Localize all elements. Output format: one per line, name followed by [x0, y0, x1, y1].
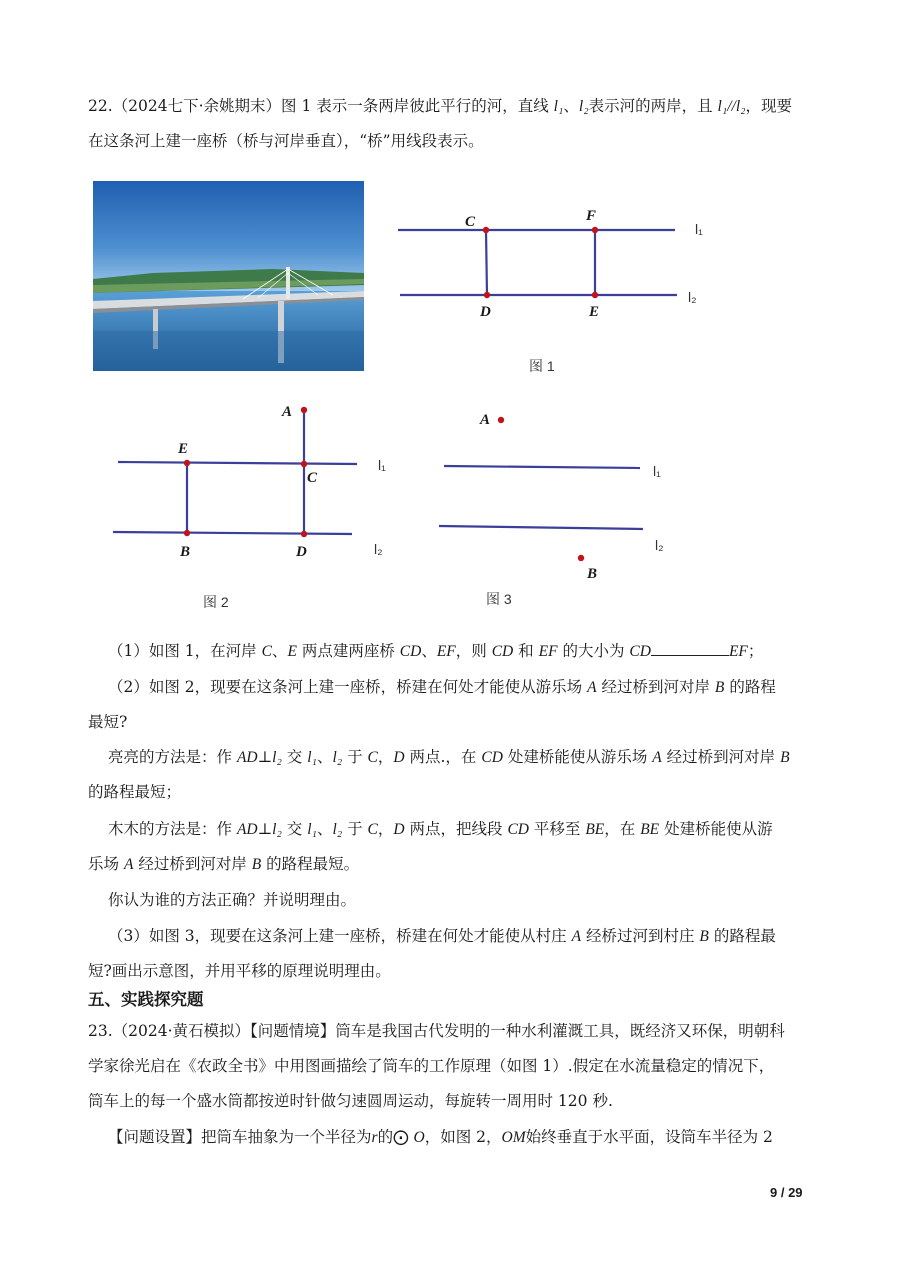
fig3-line-l1 — [444, 466, 640, 468]
fig2-point-a — [301, 407, 307, 413]
sub3-line2: 短?画出示意图，并用平移的原理说明理由。 — [88, 962, 391, 980]
fig1-label-f: F — [586, 208, 597, 224]
fig1-point-d — [484, 292, 490, 298]
q23-line1: 23.（2024·黄石模拟）【问题情境】筒车是我国古代发明的一种水利灌溉工具，既经济又环保，明朝科 — [88, 1022, 785, 1040]
fig1-caption: 图 1 — [529, 358, 555, 374]
fig3-label-l1: l₁ — [653, 463, 661, 479]
q22-line2: 在这条河上建一座桥（桥与河岸垂直），“桥”用线段表示。 — [88, 132, 484, 150]
fig3-point-b — [578, 555, 584, 561]
fig1-label-l2: l₂ — [688, 289, 697, 305]
sub2-line2: 最短? — [88, 713, 128, 731]
sub3-line1: （3）如图 3，现要在这条河上建一座桥，桥建在何处才能使从村庄 A 经桥过河到村庄 B 的路程最 — [108, 927, 776, 945]
fig2-line-l1 — [118, 462, 357, 464]
answer-blank[interactable] — [651, 641, 729, 656]
fig3-line-l2 — [439, 526, 643, 529]
q23-line4: 【问题设置】把筒车抽象为一个半径为r的⨀ O，如图 2，OM始终垂直于水平面，设筒车半径为 2 — [108, 1128, 773, 1146]
fig1-bridge-cd — [486, 230, 487, 295]
q22-line1: 22.（2024七下·余姚期末）图 1 表示一条两岸彼此平行的河，直线 l₁、l₂表示河的两岸，且 l₁//l₂，现要 — [88, 97, 793, 115]
fig1-point-f — [592, 227, 598, 233]
fig2-label-l1: l₁ — [378, 457, 386, 473]
liang-line1: 亮亮的方法是：作 AD⊥l₂ 交 l₁、l₂ 于 C，D 两点.，在 CD 处建桥能使从游乐场 A 经过桥到河对岸 B — [108, 748, 790, 766]
mumu-line1: 木木的方法是：作 AD⊥l₂ 交 l₁、l₂ 于 C，D 两点，把线段 CD 平移至 BE，在 BE 处建桥能使从游 — [108, 820, 773, 838]
fig1-label-l1: l₁ — [695, 221, 703, 237]
q23-line2: 学家徐光启在《农政全书》中用图画描绘了筒车的工作原理（如图 1）.假定在水流量稳定的情况下， — [88, 1057, 775, 1075]
fig2-point-e — [184, 460, 190, 466]
fig2-label-l2: l₂ — [374, 541, 383, 557]
fig1-label-c: C — [465, 214, 476, 230]
section-title: 五、实践探究题 — [88, 990, 204, 1009]
fig2-label-a: A — [282, 404, 293, 420]
page-number: 9 / 29 — [770, 1185, 803, 1200]
fig1-point-c — [483, 227, 489, 233]
fig2-point-c — [301, 461, 307, 467]
fig3-label-a: A — [480, 412, 491, 428]
fig2-label-d: D — [296, 544, 307, 560]
fig1-label-e: E — [589, 304, 600, 320]
fig2-label-c: C — [307, 470, 318, 486]
fig2-line-l2 — [113, 532, 352, 534]
sub1-line: （1）如图 1，在河岸 C、E 两点建两座桥 CD、EF，则 CD 和 EF 的大小为 CD EF； — [108, 642, 764, 660]
fig2-label-e: E — [178, 441, 189, 457]
fig1-point-e — [592, 292, 598, 298]
sub2-line1: （2）如图 2，现要在这条河上建一座桥，桥建在何处才能使从游乐场 A 经过桥到河对岸 B 的路程 — [108, 678, 776, 696]
fig2-point-b — [184, 530, 190, 536]
which-method-question: 你认为谁的方法正确？并说明理由。 — [108, 891, 357, 909]
fig3-label-b: B — [587, 566, 598, 582]
fig3-point-a — [498, 417, 504, 423]
liang-line2: 的路程最短； — [88, 783, 182, 801]
fig1-label-d: D — [480, 304, 491, 320]
q23-line3: 筒车上的每一个盛水筒都按逆时针做匀速圆周运动，每旋转一周用时 120 秒. — [88, 1092, 613, 1110]
fig2-point-d — [301, 531, 307, 537]
fig3-label-l2: l₂ — [655, 537, 664, 553]
fig2-caption: 图 2 — [203, 594, 229, 610]
fig3-caption: 图 3 — [486, 591, 512, 607]
mumu-line2: 乐场 A 经过桥到河对岸 B 的路程最短。 — [88, 855, 360, 873]
fig2-label-b: B — [180, 544, 191, 560]
